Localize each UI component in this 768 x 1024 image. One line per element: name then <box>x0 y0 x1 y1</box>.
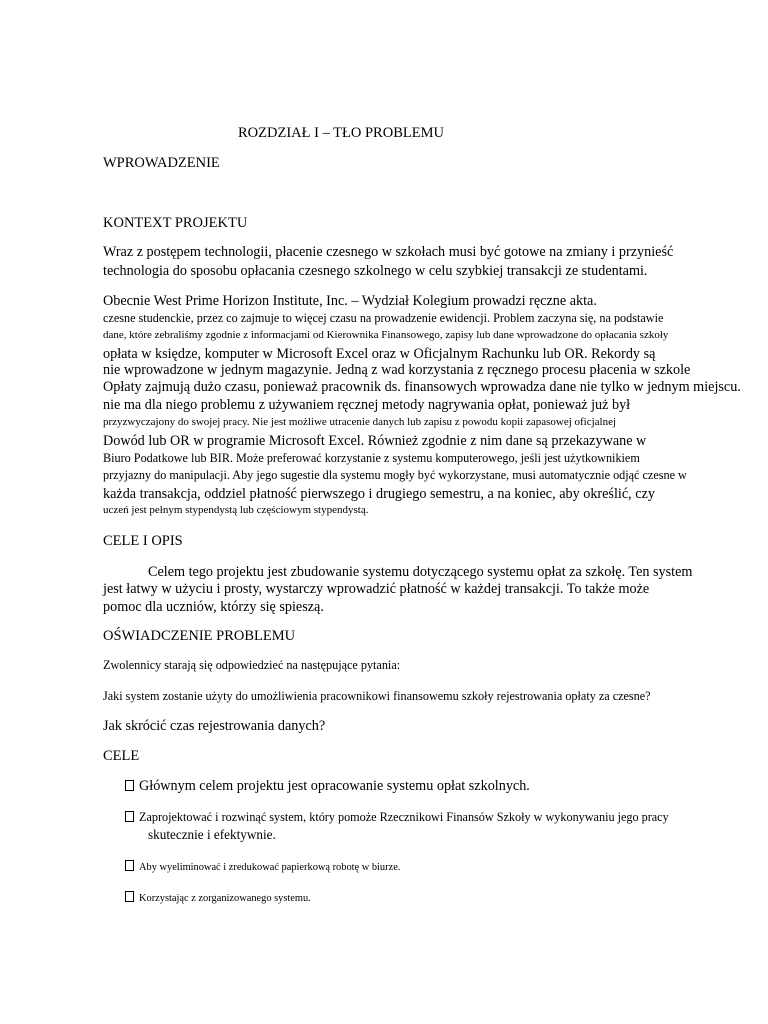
list-item-text: Aby wyeliminować i zredukować papierkową robotę w biurze. <box>139 862 401 873</box>
paragraph-line: przyjazny do manipulacji. Aby jego sugestie dla systemu mogły być wykorzystane, musi automatycznie odjąć czesne w <box>103 468 687 482</box>
paragraph-line: pomoc dla uczniów, którzy się spieszą. <box>103 599 324 615</box>
paragraph-line: opłata w księdze, komputer w Microsoft Excel oraz w Oficjalnym Rachunku lub OR. Rekordy są <box>103 346 656 362</box>
list-item-text: Korzystając z zorganizowanego systemu. <box>139 893 311 904</box>
checkbox-bullet-icon <box>125 860 134 871</box>
list-item-text: Głównym celem projektu jest opracowanie systemu opłat szkolnych. <box>139 778 530 794</box>
chapter-title: ROZDZIAŁ I – TŁO PROBLEMU <box>238 125 444 141</box>
paragraph-line: Wraz z postępem technologii, płacenie czesnego w szkołach musi być gotowe na zmiany i przynieść <box>103 244 674 260</box>
paragraph-line: Biuro Podatkowe lub BIR. Może preferować korzystanie z systemu komputerowego, jeśli jest użytkownikiem <box>103 451 640 465</box>
list-item-text: Zaprojektować i rozwinąć system, który pomoże Rzecznikowi Finansów Szkoły w wykonywaniu jego pracy <box>139 810 669 824</box>
paragraph-line: nie wprowadzone w jednym magazynie. Jedną z wad korzystania z ręcznego procesu płacenia w szkole <box>103 362 691 378</box>
list-item <box>125 779 530 793</box>
list-item <box>125 891 311 904</box>
paragraph-line: nie ma dla niego problemu z używaniem ręcznej metody nagrywania opłat, ponieważ już był <box>103 397 631 413</box>
paragraph-line: jest łatwy w użyciu i prosty, wystarczy wprowadzić płatność w każdej transakcji. To także może <box>103 581 650 597</box>
paragraph-line: technologia do sposobu opłacania czesnego szkolnego w celu szybkiej transakcji ze studentami. <box>103 263 648 279</box>
paragraph-line: każda transakcja, oddziel płatność pierwszego i drugiego semestru, a na koniec, aby określić, czy <box>103 486 655 502</box>
paragraph-line: Opłaty zajmują dużo czasu, ponieważ pracownik ds. finansowych wprowadza dane nie tylko w jednym miejscu. <box>103 379 741 395</box>
list-item <box>125 811 669 823</box>
section-heading-problem-statement: OŚWIADCZENIE PROBLEMU <box>103 628 296 644</box>
checkbox-bullet-icon <box>125 811 134 822</box>
checkbox-bullet-icon <box>125 780 134 791</box>
checkbox-bullet-icon <box>125 891 134 902</box>
section-heading-project-context: KONTEXT PROJEKTU <box>103 215 248 231</box>
paragraph-line: dane, które zebraliśmy zgodnie z informacjami od Kierownika Finansowego, zapisy lub dane wprowadzone do opłacania szkoły <box>103 329 669 341</box>
paragraph-line: przyzwyczajony do swojej pracy. Nie jest możliwe utracenie danych lub zapisu z powodu kopii zapasowej oficjalnej <box>103 416 617 428</box>
section-heading-goals-description: CELE I OPIS <box>103 533 183 549</box>
paragraph-line: czesne studenckie, przez co zajmuje to więcej czasu na prowadzenie ewidencji. Problem zaczyna się, na podstawie <box>103 311 664 325</box>
problem-intro: Zwolennicy starają się odpowiedzieć na następujące pytania: <box>103 658 401 672</box>
paragraph-line: Celem tego projektu jest zbudowanie systemu dotyczącego systemu opłat za szkołę. Ten system <box>148 564 693 580</box>
paragraph-line: Dowód lub OR w programie Microsoft Excel. Również zgodnie z nim dane są przekazywane w <box>103 433 647 449</box>
section-heading-objectives: CELE <box>103 748 140 764</box>
problem-question: Jaki system zostanie użyty do umożliwienia pracownikowi finansowemu szkoły rejestrowania opłaty za czesne? <box>103 689 651 703</box>
paragraph-line: Obecnie West Prime Horizon Institute, Inc. – Wydział Kolegium prowadzi ręczne akta. <box>103 293 597 309</box>
list-item-continuation: skutecznie i efektywnie. <box>148 827 276 842</box>
list-item <box>125 860 400 873</box>
problem-question: Jak skrócić czas rejestrowania danych? <box>103 718 326 734</box>
paragraph-line: uczeń jest pełnym stypendystą lub częściowym stypendystą. <box>103 504 369 516</box>
section-heading-introduction: WPROWADZENIE <box>103 155 220 171</box>
